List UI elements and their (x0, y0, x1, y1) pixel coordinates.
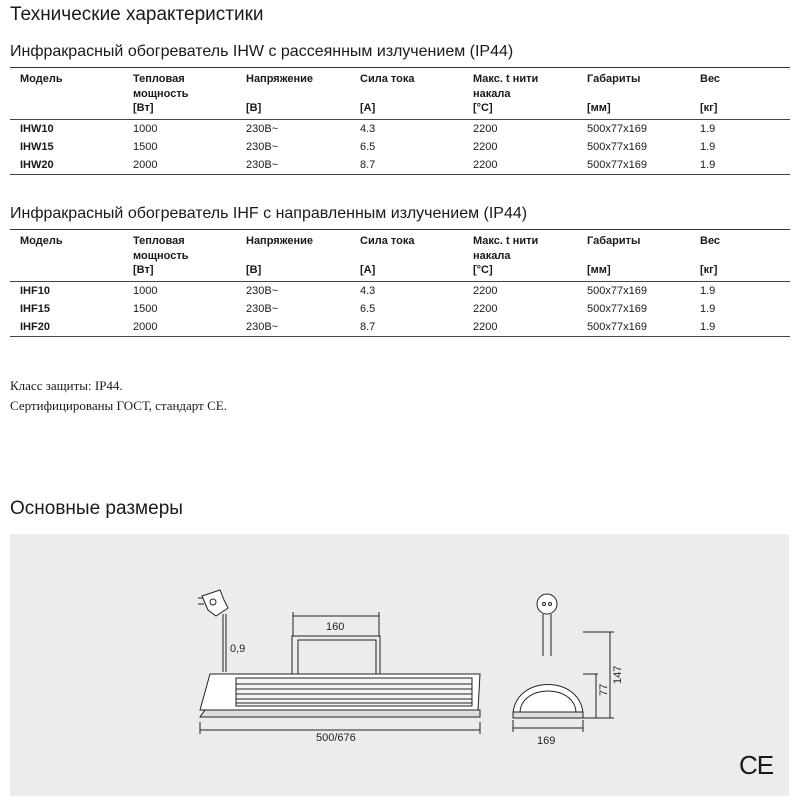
technical-drawing (10, 534, 789, 796)
col-model: Модель (20, 235, 63, 247)
page-title: Технические характеристики (10, 4, 264, 25)
col-power: Тепловая мощность (133, 235, 189, 262)
table-header (10, 230, 790, 281)
col-current-unit: [А] (360, 102, 376, 114)
col-temp-unit: [°С] (473, 264, 493, 276)
table-header (10, 68, 790, 119)
table-row: IHW10 1000 230В~ 4.3 2200 500x77x169 1.9 (20, 123, 716, 135)
mounting-bracket (292, 636, 380, 674)
col-weight-unit: [кг] (700, 102, 718, 114)
col-voltage: Напряжение (246, 235, 313, 247)
table-bottom-rule (10, 336, 790, 337)
table-row: IHW15 1500 230В~ 6.5 2200 500x77x169 1.9 (20, 141, 716, 153)
table1-title: Инфракрасный обогреватель IHW с рассеянным излучением (IP44) (10, 43, 514, 60)
dimensions-drawing (10, 534, 789, 796)
col-weight-unit: [кг] (700, 264, 718, 276)
col-temp-unit: [°С] (473, 102, 493, 114)
ce-mark-icon: CE (739, 750, 774, 780)
table-row: IHW20 2000 230В~ 8.7 2200 500x77x169 1.9 (20, 159, 716, 171)
table2-title: Инфракрасный обогреватель IHF с направленным излучением (IP44) (10, 205, 528, 222)
col-current: Сила тока (360, 73, 415, 85)
label-bracket-width: 160 (326, 621, 345, 633)
col-weight: Вес (700, 73, 721, 85)
dimensions-title: Основные размеры (10, 498, 183, 519)
label-length: 500/676 (316, 732, 356, 744)
protection-note: Класс защиты: IP44. (10, 378, 123, 393)
col-weight: Вес (700, 235, 721, 247)
table-bottom-rule (10, 174, 790, 175)
col-voltage: Напряжение (246, 73, 313, 85)
col-power-unit: [Вт] (133, 102, 154, 114)
heater-body-side (513, 685, 583, 717)
certification-note: Сертифицированы ГОСТ, стандарт CE. (10, 398, 227, 413)
col-power: Тепловая мощность (133, 73, 189, 100)
col-dims-unit: [мм] (587, 264, 611, 276)
label-height-total: 147 (612, 665, 624, 684)
col-dims-unit: [мм] (587, 102, 611, 114)
col-voltage-unit: [В] (246, 264, 262, 276)
label-depth: 169 (537, 735, 556, 747)
table-row: IHF10 1000 230В~ 4.3 2200 500x77x169 1.9 (20, 285, 716, 297)
specs-table-ihf (10, 229, 790, 337)
table-row: IHF15 1500 230В~ 6.5 2200 500x77x169 1.9 (20, 303, 716, 315)
specs-table-ihw (10, 67, 790, 175)
col-dims: Габариты (587, 235, 641, 247)
col-temp: Макс. t нити накала (473, 73, 539, 100)
plug-icon (198, 590, 228, 616)
col-power-unit: [Вт] (133, 264, 154, 276)
col-current: Сила тока (360, 235, 415, 247)
col-model: Модель (20, 73, 63, 85)
table-row: IHF20 2000 230В~ 8.7 2200 500x77x169 1.9 (20, 321, 716, 333)
label-height-body: 77 (598, 683, 610, 696)
col-dims: Габариты (587, 73, 641, 85)
label-cable: 0,9 (230, 643, 246, 655)
col-temp: Макс. t нити накала (473, 235, 539, 262)
col-voltage-unit: [В] (246, 102, 262, 114)
plug-icon (537, 594, 557, 614)
col-current-unit: [А] (360, 264, 376, 276)
